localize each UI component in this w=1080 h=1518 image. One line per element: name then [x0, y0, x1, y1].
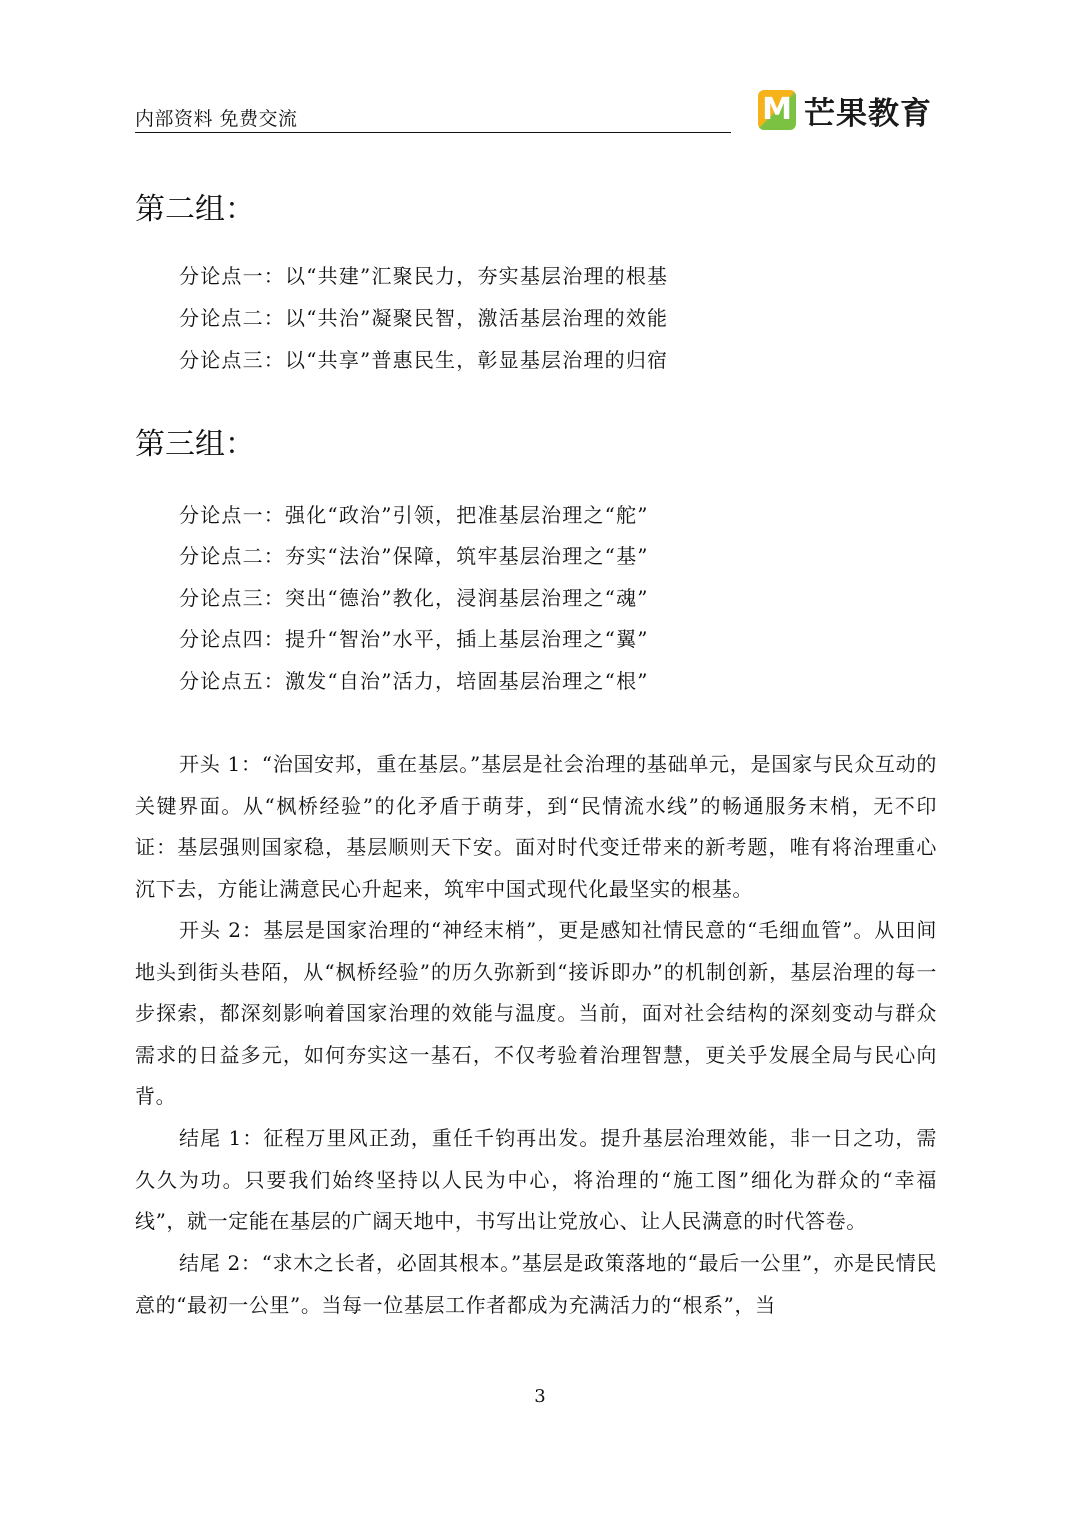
group-2-point-1: 分论点一：以“共建”汇聚民力，夯实基层治理的根基 — [179, 264, 669, 288]
ending-1-paragraph: 结尾 1：征程万里风正劲，重任千钧再出发。提升基层治理效能，非一日之功，需久久为功。只要我们始终坚持以人民为中心，将治理的“施工图”细化为群众的“幸福线”，就一定能在基层的广阔天地中，书写出让党放心、让人民满意的时代答卷。 — [135, 1126, 937, 1233]
brand-logo — [758, 88, 932, 132]
opening-2-paragraph: 开头 2：基层是国家治理的“神经末梢”，更是感知社情民意的“毛细血管”。从田间地头到街头巷陌，从“枫桥经验”的历久弥新到“接诉即办”的机制创新，基层治理的每一步探索，都深刻影响着国家治理的效能与温度。当前，面对社会结构的深刻变动与群众需求的日益多元，如何夯实这一基石，不仅考验着治理智慧，更关乎发展全局与民心向背。 — [135, 918, 937, 1108]
opening-1-paragraph: 开头 1：“治国安邦，重在基层。”基层是社会治理的基础单元，是国家与民众互动的关键界面。从“枫桥经验”的化矛盾于萌芽，到“民情流水线”的畅通服务末梢，无不印证：基层强则国家稳，基层顺则天下安。面对时代变迁带来的新考题，唯有将治理重心沉下去，方能让满意民心升起来，筑牢中国式现代化最坚实的根基。 — [135, 752, 937, 901]
group-3-title: 第三组： — [135, 427, 255, 462]
group-2-point-2: 分论点二：以“共治”凝聚民智，激活基层治理的效能 — [179, 306, 669, 330]
page-number: 3 — [534, 1386, 546, 1407]
group-3-point-3: 分论点三：突出“德治”教化，浸润基层治理之“魂” — [179, 586, 649, 610]
group-3-point-4: 分论点四：提升“智治”水平，插上基层治理之“翼” — [179, 627, 649, 651]
header-left-text: 内部资料 免费交流 — [135, 106, 731, 133]
group-3-point-5: 分论点五：激发“自治”活力，培固基层治理之“根” — [179, 669, 649, 693]
logo-m-icon: M — [758, 90, 796, 130]
group-2-point-3: 分论点三：以“共享”普惠民生，彰显基层治理的归宿 — [179, 348, 669, 372]
group-3-point-2: 分论点二：夯实“法治”保障，筑牢基层治理之“基” — [179, 544, 649, 568]
logo-text: 芒果教育 — [804, 95, 932, 132]
group-2-title: 第二组： — [135, 192, 255, 227]
ending-2-paragraph: 结尾 2：“求木之长者，必固其根本。”基层是政策落地的“最后一公里”，亦是民情民意的“最初一公里”。当每一位基层工作者都成为充满活力的“根系”，当 — [135, 1251, 937, 1317]
group-3-point-1: 分论点一：强化“政治”引领，把准基层治理之“舵” — [179, 503, 649, 527]
